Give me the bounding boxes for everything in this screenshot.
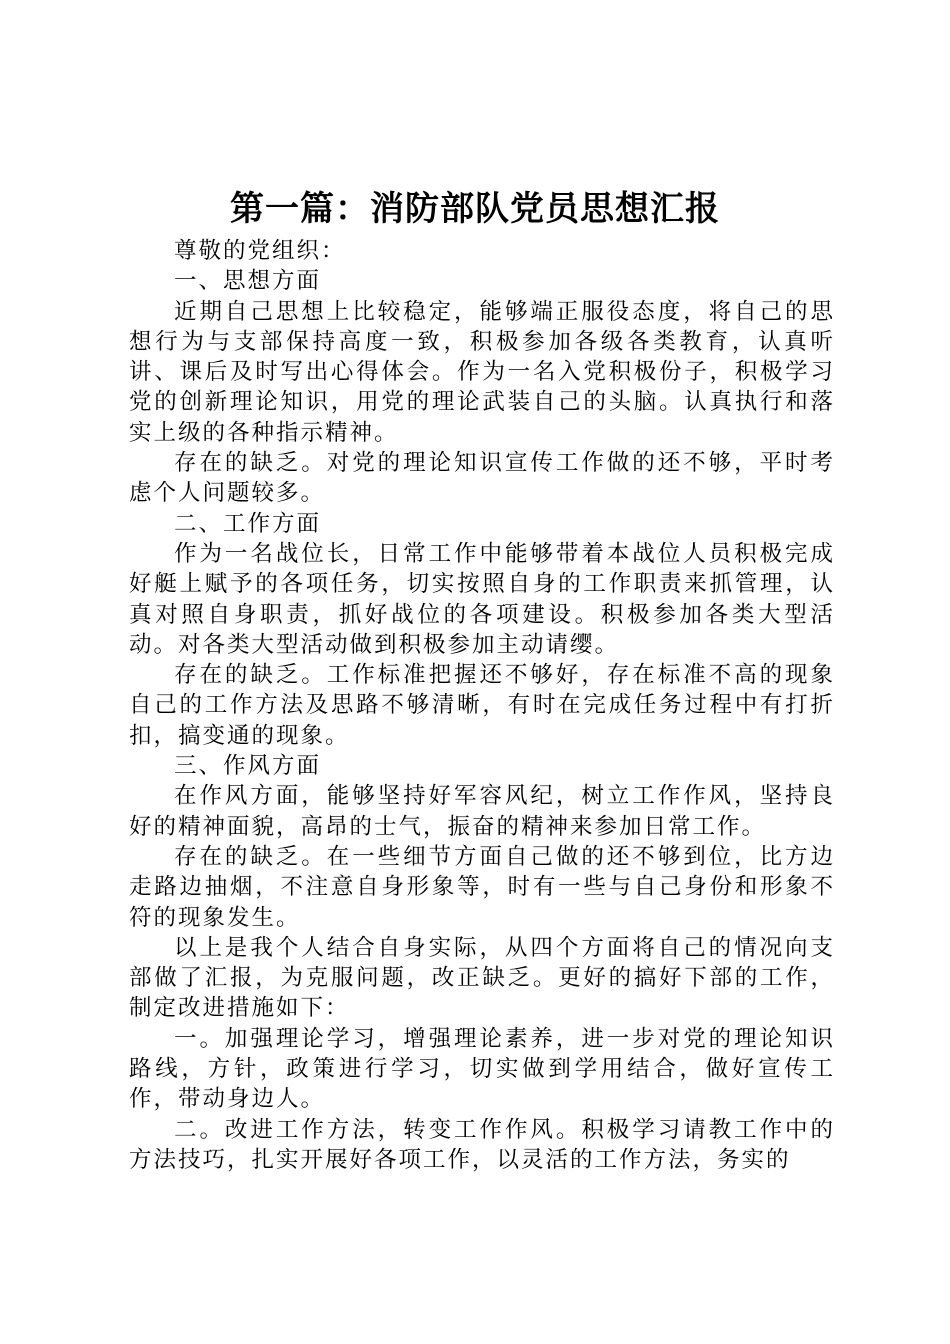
paragraph: 存在的缺乏。对党的理论知识宣传工作做的还不够，平时考虑个人问题较多。 bbox=[129, 450, 835, 507]
paragraph: 一。加强理论学习，增强理论素养，进一步对党的理论知识路线，方针，政策进行学习，切实做到学用结合，做好宣传工作，带动身边人。 bbox=[129, 1025, 835, 1113]
salutation: 尊敬的党组织： bbox=[174, 238, 346, 264]
document-title: 第一篇：消防部队党员思想汇报 bbox=[230, 189, 720, 229]
section-heading-style: 三、作风方面 bbox=[174, 753, 322, 780]
paragraph: 以上是我个人结合自身实际，从四个方面将自己的情况向支部做了汇报，为克服问题，改正缺乏。更好的搞好下部的工作，制定改进措施如下： bbox=[129, 934, 835, 1022]
paragraph: 存在的缺乏。在一些细节方面自己做的还不够到位，比方边走路边抽烟，不注意自身形象等，时有一些与自己身份和形象不符的现象发生。 bbox=[129, 843, 835, 931]
paragraph: 作为一名战位长，日常工作中能够带着本战位人员积极完成好艇上赋予的各项任务，切实按照自身的工作职责来抓管理，认真对照自身职责，抓好战位的各项建设。积极参加各类大型活动。对各类大型活动做到积极参加主动请缨。 bbox=[129, 540, 835, 658]
section-heading-work: 二、工作方面 bbox=[174, 510, 322, 537]
paragraph: 近期自己思想上比较稳定，能够端正服役态度，将自己的思想行为与支部保持高度一致，积极参加各级各类教育，认真听讲、课后及时写出心得体会。作为一名入党积极份子，积极学习党的创新理论知识，用党的理论武装自己的头脑。认真执行和落实上级的各种指示精神。 bbox=[129, 298, 835, 446]
paragraph: 在作风方面，能够坚持好军容风纪，树立工作作风，坚持良好的精神面貌，高昂的士气，振奋的精神来参加日常工作。 bbox=[129, 783, 835, 840]
paragraph: 二。改进工作方法，转变工作作风。积极学习请教工作中的方法技巧，扎实开展好各项工作，以灵活的工作方法，务实的 bbox=[129, 1116, 835, 1173]
paragraph: 存在的缺乏。工作标准把握还不够好，存在标准不高的现象自己的工作方法及思路不够清晰，有时在完成任务过程中有打折扣，搞变通的现象。 bbox=[129, 662, 835, 749]
section-heading-thought: 一、思想方面 bbox=[174, 268, 322, 295]
document-body bbox=[129, 236, 835, 1175]
